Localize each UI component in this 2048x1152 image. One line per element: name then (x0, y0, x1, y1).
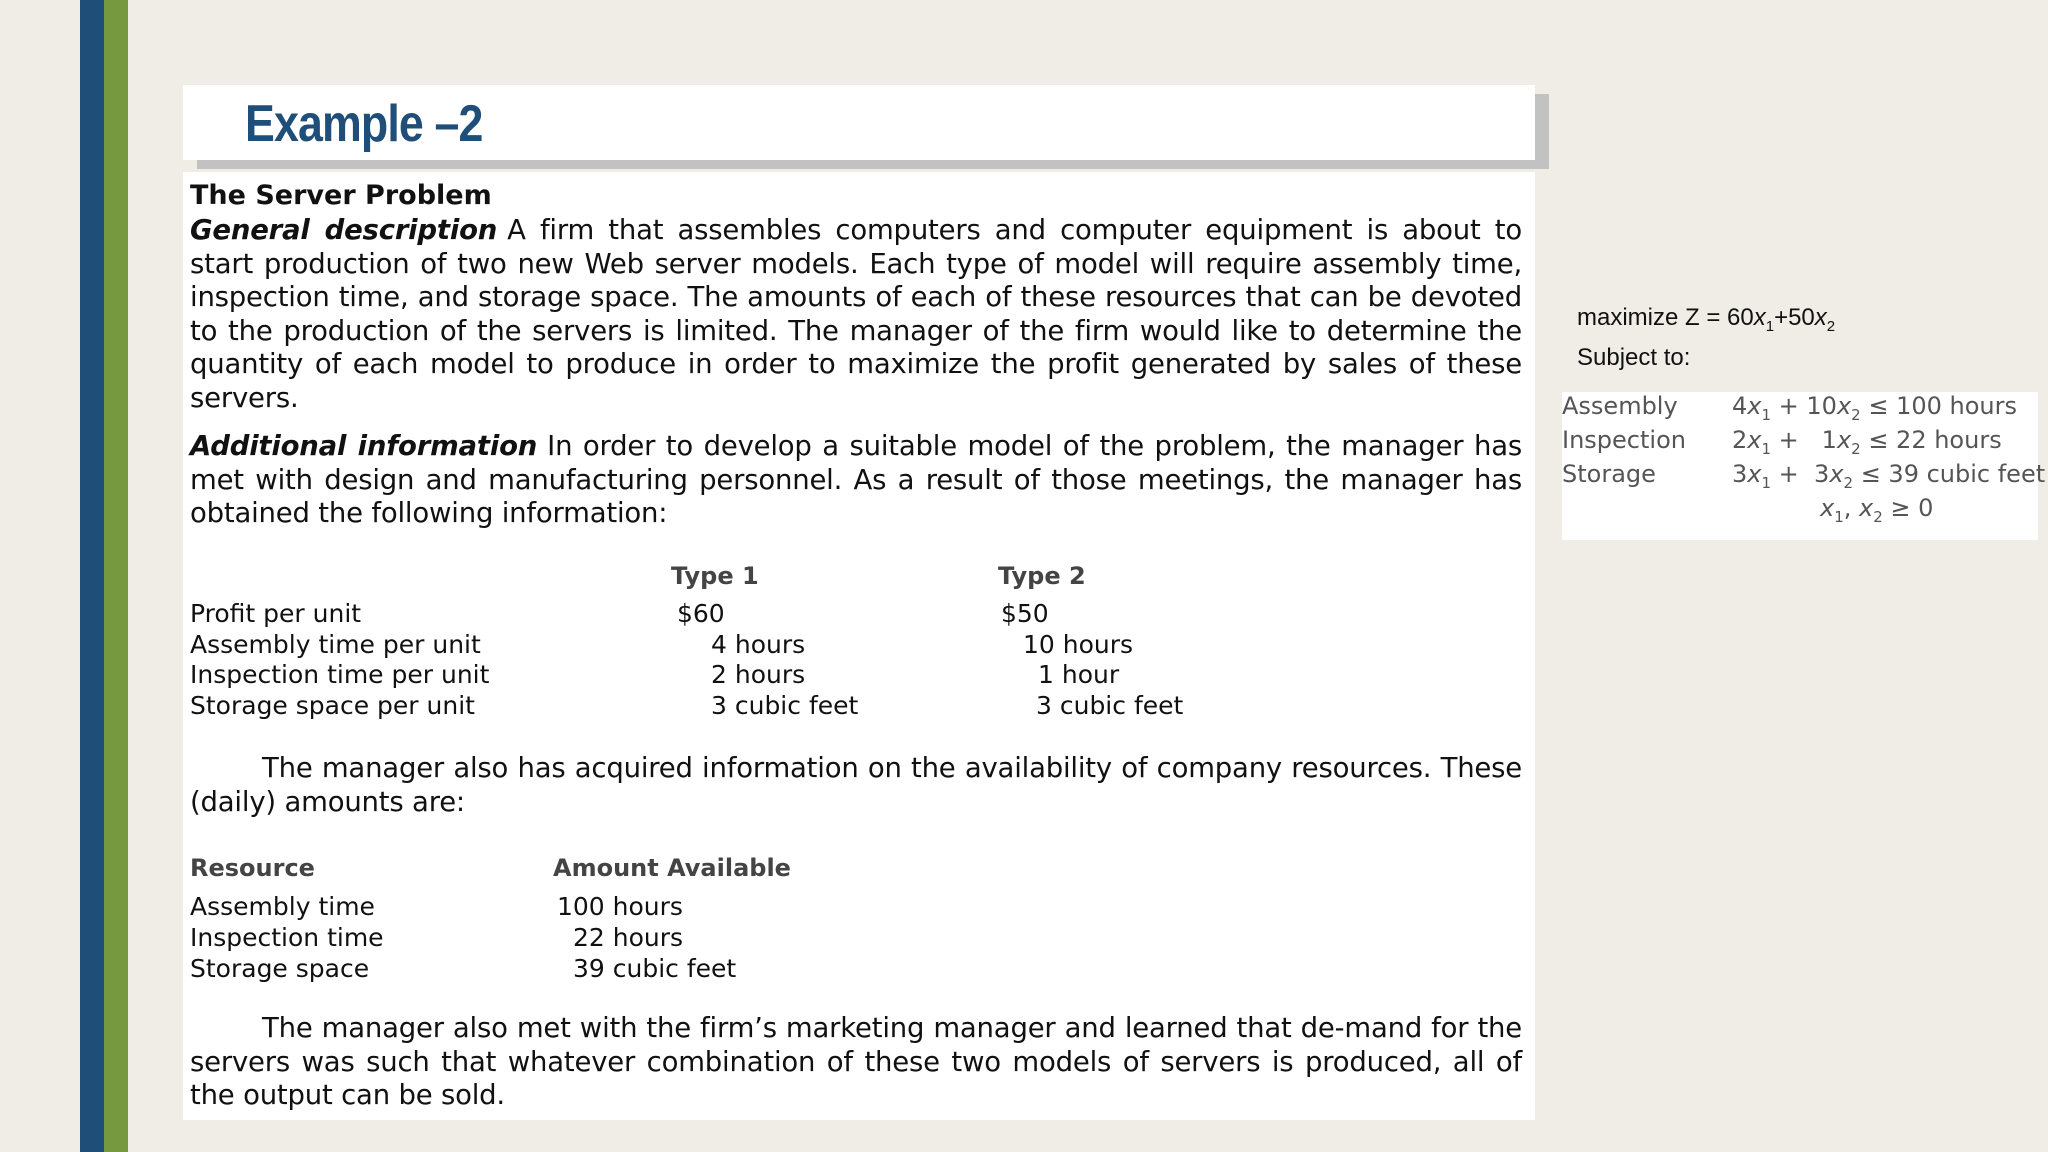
resource-amount: 39 cubic feet (573, 954, 737, 983)
cell-type1: 4 hours (711, 630, 806, 659)
closing-paragraph: The manager also met with the firm’s marketing manager and learned that de-mand for the servers was such that whatever combination of these two models of servers is produced, all of the output can be sold. (190, 1012, 1522, 1112)
cell-type1: 3 cubic feet (711, 691, 859, 720)
constraint-expression: $3x_1 + 3x_2 \le 39$ cubic feet (1732, 460, 2046, 492)
constraint-name: Assembly (1562, 392, 1678, 420)
header-resource: Resource (190, 854, 315, 882)
row-label: Profit per unit (190, 599, 362, 628)
objective-block (1577, 302, 1835, 373)
constraints-box (1562, 392, 2046, 540)
constraint-name: Storage (1562, 460, 1656, 488)
subject-to-label: Subject to: (1577, 343, 1691, 371)
nonnegativity-constraint: $x_1$, $x_2 \ge 0$ (1820, 494, 1934, 526)
general-description (190, 214, 1522, 416)
cell-type2: $50 (1001, 599, 1049, 628)
resource-amount: 22 hours (573, 923, 684, 952)
header-amount: Amount Available (553, 854, 791, 882)
resources-paragraph: The manager also has acquired information on the availability of company resources. These (daily) amounts are: (190, 752, 1522, 818)
problem-heading: The Server Problem (190, 180, 492, 211)
row-label: Storage space per unit (190, 691, 475, 720)
row-label: Inspection time per unit (190, 660, 490, 689)
general-label: General description (190, 214, 498, 246)
constraint-expression: $2x_1 + 1x_2 \le 22$ hours (1732, 426, 2002, 458)
cell-type1: $60 (677, 599, 725, 628)
header-type2: Type 2 (998, 562, 1086, 590)
resource-name: Assembly time (190, 892, 375, 921)
resource-name: Inspection time (190, 923, 384, 952)
resource-name: Storage space (190, 954, 370, 983)
title-box (183, 85, 1535, 160)
accent-stripe-green (104, 0, 128, 1152)
cell-type2: 1 hour (1038, 660, 1120, 689)
slide-title: Example –2 (245, 95, 483, 153)
row-label: Assembly time per unit (190, 630, 481, 659)
resource-amount: 100 hours (557, 892, 683, 921)
additional-information (190, 430, 1522, 531)
general-text: A firm that assembles computers and computer equipment is about to start production of two new Web server models. Each type of model will require assembly time, inspection time, and storage space. The amounts of each of these resources that can be devoted to the production of the servers is limited. The manager of the firm would like to determine the quantity of each model to produce in order to maximize the profit generated by sales of these servers. (190, 214, 1522, 414)
cell-type2: 10 hours (1023, 630, 1134, 659)
problem-document (183, 172, 1535, 1120)
header-type1: Type 1 (671, 562, 759, 590)
accent-stripe-blue (80, 0, 104, 1152)
constraint-expression: $4x_1 + 10x_2 \le 100$ hours (1732, 392, 2017, 424)
constraint-name: Inspection (1562, 426, 1686, 454)
cell-type2: 3 cubic feet (1036, 691, 1184, 720)
additional-text: In order to develop a suitable model of the problem, the manager has met with design and manufacturing personnel. As a result of those meetings, the manager has obtained the following information: (190, 430, 1522, 530)
additional-label: Additional information (190, 430, 538, 462)
objective-function: maximize $Z = 60x_1+50x_2$ (1577, 304, 1836, 335)
cell-type1: 2 hours (711, 660, 806, 689)
